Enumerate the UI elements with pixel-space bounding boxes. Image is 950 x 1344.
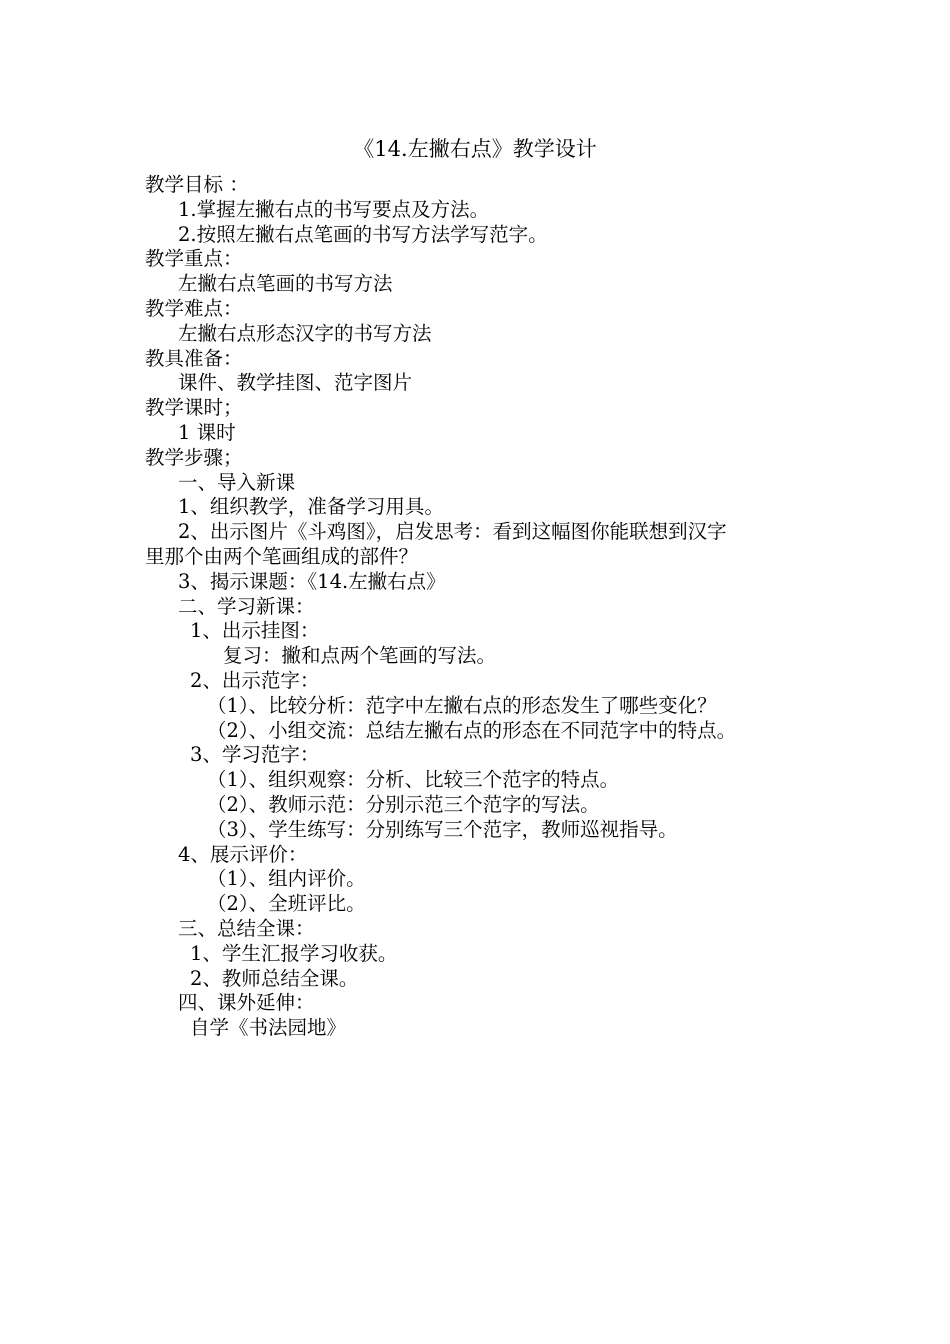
document-line: 左撇右点笔画的书写方法 — [178, 272, 393, 296]
document-line: 一、导入新课 — [178, 470, 296, 494]
document-line: 课件、教学挂图、范字图片 — [178, 371, 413, 395]
document-line: （1）、比较分析：范字中左撇右点的形态发生了哪些变化？ — [207, 693, 717, 717]
document-body — [145, 173, 825, 1041]
document-line: 里那个由两个笔画组成的部件？ — [145, 544, 419, 568]
document-line: 教学重点： — [145, 247, 243, 271]
document-line: 自学《书法园地》 — [190, 1016, 347, 1040]
document-line: 3、揭示课题：《14.左撇右点》 — [178, 569, 446, 593]
document-line: 1、组织教学，准备学习用具。 — [178, 495, 444, 519]
document-line: 左撇右点形态汉字的书写方法 — [178, 321, 432, 345]
document-line: 教学课时； — [145, 396, 243, 420]
document-line: 三、总结全课： — [178, 916, 315, 940]
document-line: 教学目标 ： — [145, 173, 249, 196]
document-line: 3、学习范字： — [190, 743, 320, 767]
document-line: 教具准备： — [145, 346, 243, 370]
document-line: 1、出示挂图： — [190, 619, 320, 643]
document-line: 1.掌握左撇右点的书写要点及方法。 — [178, 197, 490, 221]
document-line: 2、教师总结全课。 — [190, 966, 359, 990]
document-line: （2）、全班评比。 — [207, 892, 366, 916]
document-line: （2）、小组交流：总结左撇右点的形态在不同范字中的特点。 — [207, 718, 737, 742]
document-line: （2）、教师示范：分别示范三个范字的写法。 — [207, 792, 600, 816]
document-line: 1 课时 — [178, 420, 236, 444]
document-line: 4、展示评价： — [178, 842, 308, 866]
document-title: 《14.左撇右点》教学设计 — [353, 137, 597, 161]
document-line: 2、出示图片《斗鸡图》，启发思考：看到这幅图你能联想到汉字 — [178, 520, 727, 544]
document-line: 教学难点： — [145, 296, 243, 320]
document-line: 复习：撇和点两个笔画的写法。 — [223, 644, 497, 668]
document-line: 四、课外延伸： — [178, 991, 315, 1015]
document-line: 2.按照左撇右点笔画的书写方法学写范字。 — [178, 222, 548, 246]
document-line: （3）、学生练写：分别练写三个范字，教师巡视指导。 — [207, 817, 678, 841]
document-line: 2、出示范字： — [190, 668, 320, 692]
document-line: 1、学生汇报学习收获。 — [190, 941, 398, 965]
document-line: （1）、组织观察：分析、比较三个范字的特点。 — [207, 768, 620, 792]
document-line: （1）、组内评价。 — [207, 867, 366, 891]
document-line: 教学步骤； — [145, 445, 243, 469]
document-line: 二、学习新课： — [178, 594, 315, 618]
